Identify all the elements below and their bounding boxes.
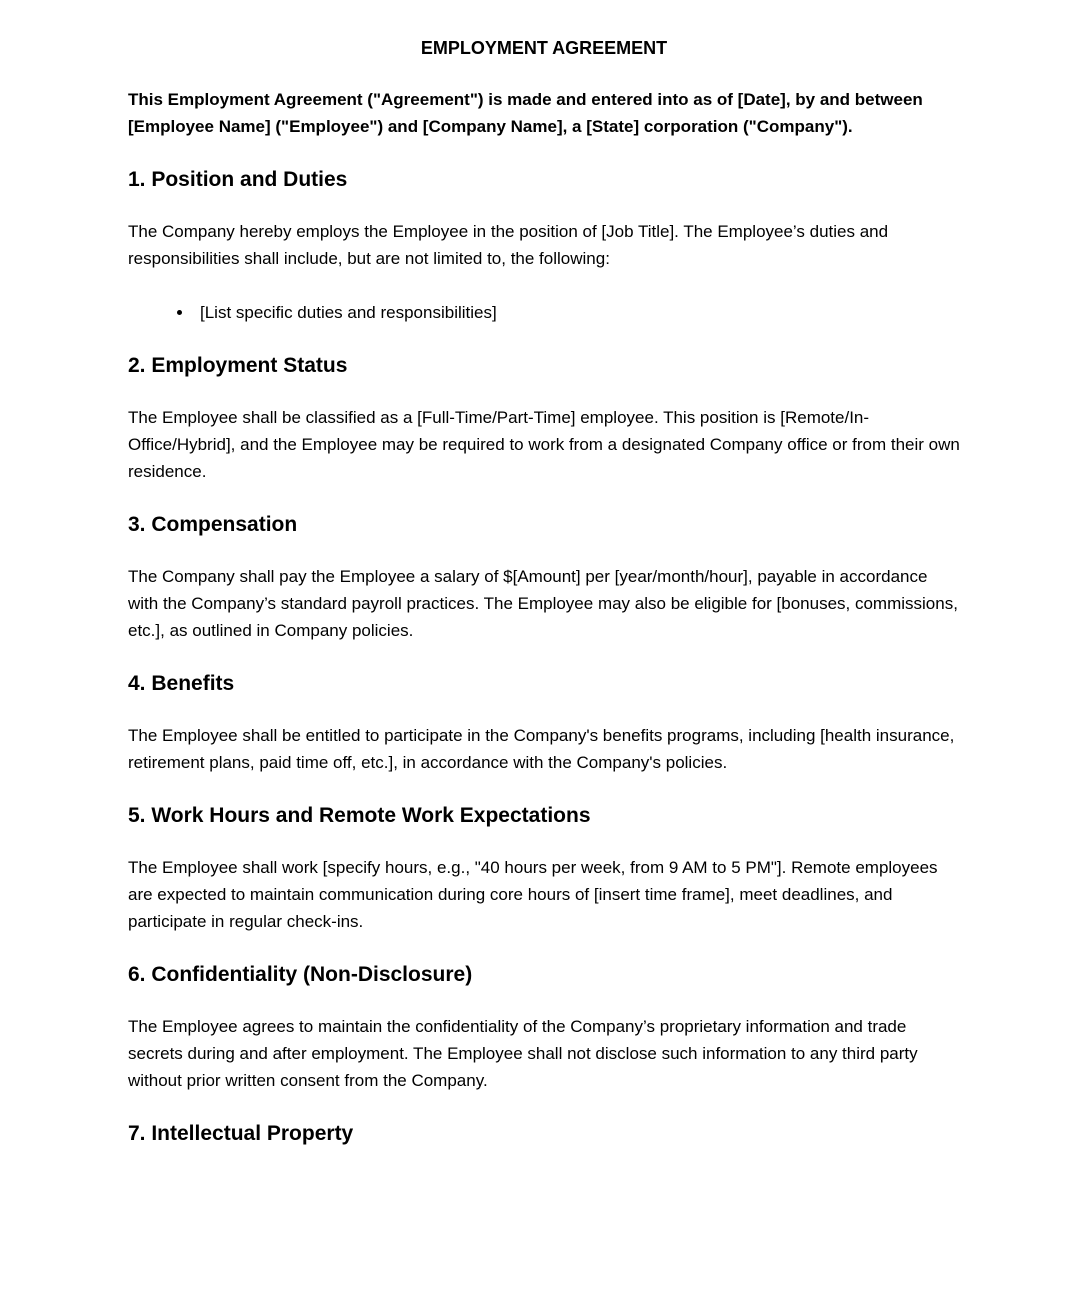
section-paragraph: The Employee agrees to maintain the confidentiality of the Company’s proprietary information and trade secrets during and after employment. The Employee shall not disclose such information to any third party without prior written consent from the Company.: [128, 1017, 918, 1090]
section-work-hours: [128, 803, 960, 935]
section-heading: 6. Confidentiality (Non-Disclosure): [128, 963, 473, 986]
section-heading: 5. Work Hours and Remote Work Expectations: [128, 804, 591, 827]
section-paragraph: The Company hereby employs the Employee in the position of [Job Title]. The Employee’s duties and responsibilities shall include, but are not limited to, the following:: [128, 222, 889, 268]
section-paragraph: The Employee shall be classified as a [Full-Time/Part-Time] employee. This position is [Remote/In-Office/Hybrid], and the Employee may be required to work from a designated Company office or from their own residence.: [128, 408, 960, 481]
section-heading: 2. Employment Status: [128, 354, 348, 377]
section-heading: 3. Compensation: [128, 513, 298, 536]
section-paragraph: The Employee shall be entitled to participate in the Company's benefits programs, including [health insurance, retirement plans, paid time off, etc.], in accordance with the Company's policies.: [128, 726, 955, 772]
section-heading: 1. Position and Duties: [128, 168, 348, 191]
section-benefits: [128, 671, 960, 776]
list-item: • [List specific duties and responsibilities]: [194, 299, 960, 326]
section-paragraph: The Employee shall work [specify hours, e.g., "40 hours per week, from 9 AM to 5 PM"]. Remote employees are expected to maintain communication during core hours of [insert time frame], meet deadlines, and participate in regular check-ins.: [128, 858, 938, 931]
section-position-and-duties: [128, 167, 960, 326]
section-compensation: [128, 512, 960, 644]
section-intellectual-property: [128, 1121, 960, 1147]
section-heading: 4. Benefits: [128, 672, 235, 695]
section-heading: 7. Intellectual Property: [128, 1122, 354, 1145]
section-paragraph: The Company shall pay the Employee a salary of $[Amount] per [year/month/hour], payable in accordance with the Company’s standard payroll practices. The Employee may also be eligible for [bonuses, commissions, etc.], as outlined in Company policies.: [128, 567, 958, 640]
document-title: EMPLOYMENT AGREEMENT: [420, 38, 668, 58]
section-confidentiality: [128, 962, 960, 1094]
duties-bullet-list: [128, 299, 960, 326]
intro-paragraph: This Employment Agreement ("Agreement") is made and entered into as of [Date], by and between [Employee Name] ("Employee") and [Company Name], a [State] corporation ("Company").: [128, 90, 923, 136]
section-employment-status: [128, 353, 960, 485]
